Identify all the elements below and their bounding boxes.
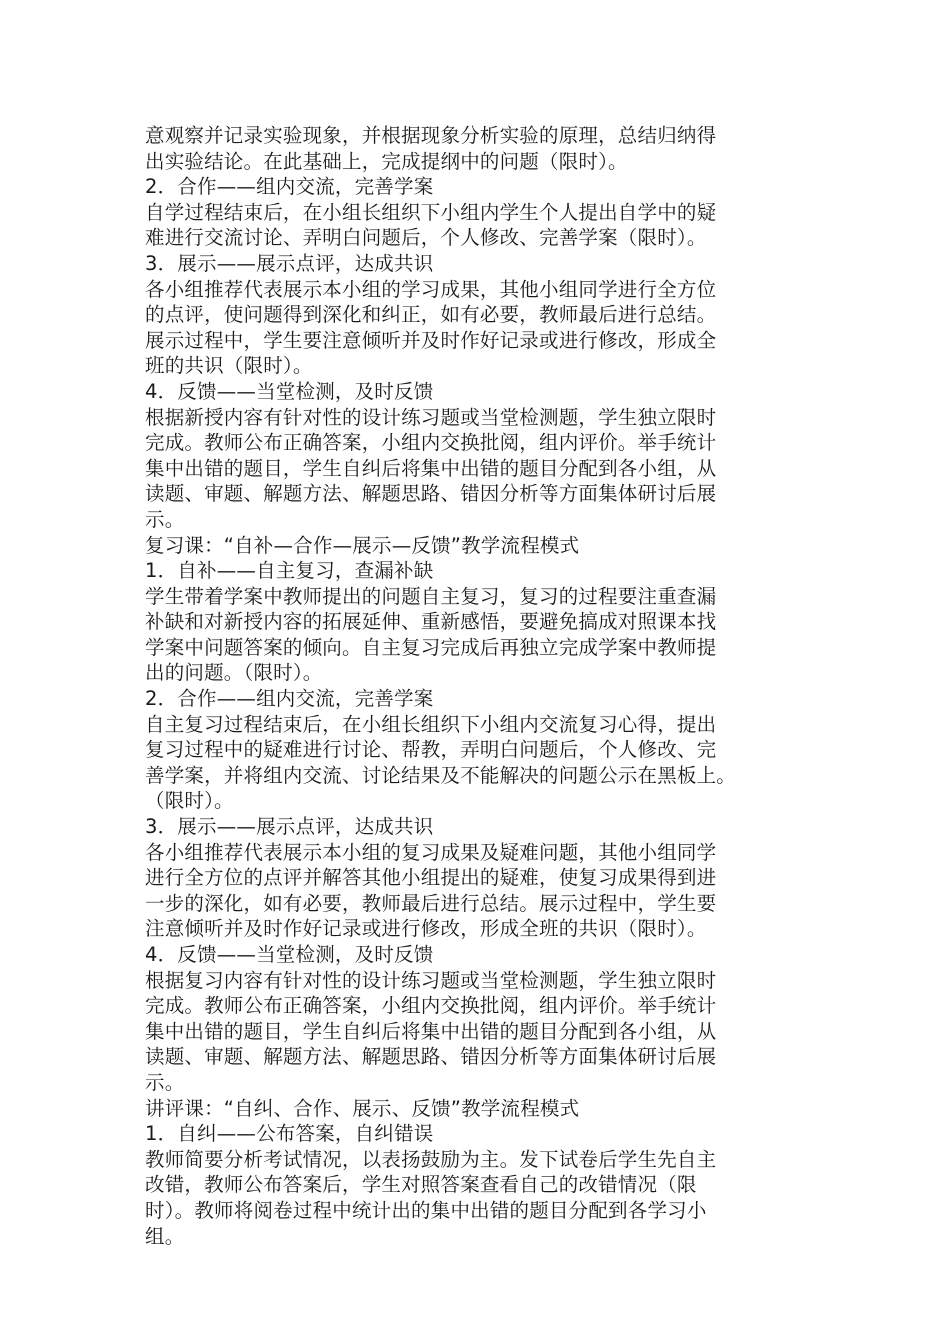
text-line: 4．反馈——当堂检测，及时反馈 — [145, 943, 434, 966]
text-line: 教师简要分析考试情况，以表扬鼓励为主。发下试卷后学生先自主 — [145, 1147, 717, 1171]
text-line: 补缺和对新授内容的拓展延伸、重新感悟，要避免搞成对照课本找 — [145, 610, 717, 634]
text-line: 4．反馈——当堂检测，及时反馈 — [145, 379, 434, 403]
text-line: 学案中问题答案的倾向。自主复习完成后再独立完成学案中教师提 — [145, 635, 717, 659]
text-line: 读题、审题、解题方法、解题思路、错因分析等方面集体研讨后展 — [145, 1045, 717, 1069]
text-line: 1．自纠——公布答案，自纠错误 — [145, 1122, 434, 1146]
text-line: 一步的深化，如有必要，教师最后进行总结。展示过程中，学生要 — [145, 891, 717, 915]
text-line: 示。 — [145, 1070, 185, 1094]
text-line: 各小组推荐代表展示本小组的复习成果及疑难问题，其他小组同学 — [145, 840, 717, 864]
text-line: 根据复习内容有针对性的设计练习题或当堂检测题，学生独立限时 — [145, 968, 717, 992]
text-line: 自学过程结束后，在小组长组织下小组内学生个人提出自学中的疑 — [145, 200, 717, 224]
text-line: 2．合作——组内交流，完善学案 — [145, 175, 434, 199]
text-line: 完成。教师公布正确答案，小组内交换批阅，组内评价。举手统计 — [145, 994, 717, 1018]
text-line: 改错，教师公布答案后，学生对照答案查看自己的改错情况（限 — [145, 1173, 697, 1197]
text-line: 复习课：“自补—合作—展示—反馈”教学流程模式 — [145, 533, 580, 557]
text-line: 组。 — [145, 1224, 185, 1248]
text-line: 复习过程中的疑难进行讨论、帮教，弄明白问题后，个人修改、完 — [145, 738, 717, 762]
text-line: （限时）。 — [145, 789, 234, 813]
text-line: 集中出错的题目，学生自纠后将集中出错的题目分配到各小组，从 — [145, 456, 717, 480]
text-line: 1．自补——自主复习，查漏补缺 — [145, 559, 434, 583]
text-line: 进行全方位的点评并解答其他小组提出的疑难，使复习成果得到进 — [145, 866, 717, 890]
text-line: 完成。教师公布正确答案，小组内交换批阅，组内评价。举手统计 — [145, 431, 717, 455]
text-line: 出实验结论。在此基础上，完成提纲中的问题（限时）。 — [145, 149, 628, 173]
text-line: 意观察并记录实验现象，并根据现象分析实验的原理，总结归纳得 — [145, 124, 717, 147]
text-line: 善学案，并将组内交流、讨论结果及不能解决的问题公示在黑板上。 — [145, 763, 737, 787]
text-line: 自主复习过程结束后，在小组长组织下小组内交流复习心得，提出 — [145, 712, 717, 736]
text-line: 讲评课：“自纠、合作、展示、反馈”教学流程模式 — [145, 1096, 580, 1120]
text-line: 展示过程中，学生要注意倾听并及时作好记录或进行修改，形成全 — [145, 328, 717, 352]
text-line: 读题、审题、解题方法、解题思路、错因分析等方面集体研讨后展 — [145, 482, 717, 506]
text-line: 学生带着学案中教师提出的问题自主复习，复习的过程要注重查漏 — [145, 584, 717, 608]
text-line: 集中出错的题目，学生自纠后将集中出错的题目分配到各小组，从 — [145, 1019, 717, 1043]
text-line: 各小组推荐代表展示本小组的学习成果，其他小组同学进行全方位 — [145, 277, 717, 301]
text-line: 根据新授内容有针对性的设计练习题或当堂检测题，学生独立限时 — [145, 405, 717, 429]
text-line: 班的共识（限时）。 — [145, 354, 313, 378]
document-body — [145, 123, 825, 1249]
text-line: 难进行交流讨论、弄明白问题后，个人修改、完善学案（限时）。 — [145, 226, 707, 250]
text-line: 2．合作——组内交流，完善学案 — [145, 687, 434, 711]
text-line: 示。 — [145, 507, 185, 531]
text-line: 注意倾听并及时作好记录或进行修改，形成全班的共识（限时）。 — [145, 917, 707, 941]
text-line: 3．展示——展示点评，达成共识 — [145, 251, 434, 275]
text-line: 出的问题。（限时）。 — [145, 661, 323, 685]
text-line: 的点评，使问题得到深化和纠正，如有必要，教师最后进行总结。 — [145, 303, 717, 327]
text-line: 3．展示——展示点评，达成共识 — [145, 815, 434, 839]
text-line: 时）。教师将阅卷过程中统计出的集中出错的题目分配到各学习小 — [145, 1198, 707, 1222]
